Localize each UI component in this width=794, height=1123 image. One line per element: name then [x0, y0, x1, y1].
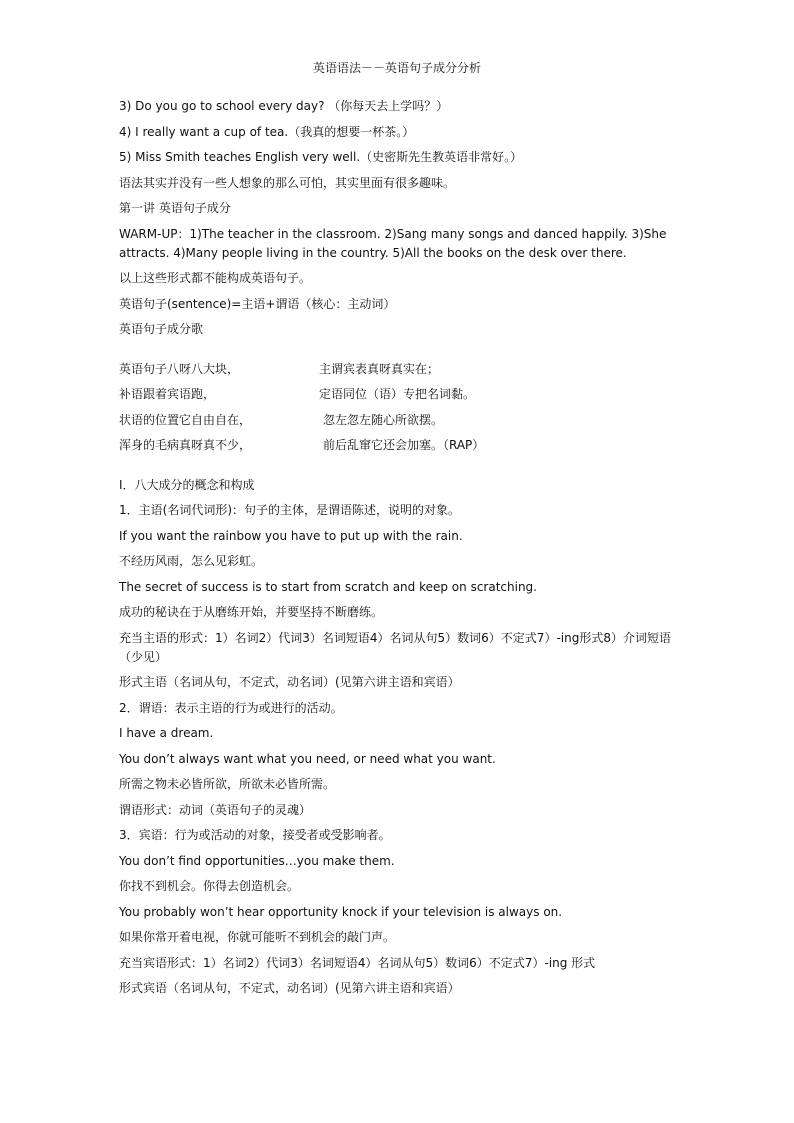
poem-line-right: 主谓宾表真呀真实在；: [319, 361, 440, 376]
example-translation: 所需之物未必皆所欲，所欲未必皆所需。: [119, 777, 336, 791]
spacer: [119, 462, 684, 476]
document-body: [119, 97, 684, 1005]
example-translation: 你找不到机会。你得去创造机会。: [119, 879, 300, 893]
poem-line-left: 补语跟着宾语跑，: [119, 387, 216, 401]
poem-row: [119, 436, 684, 455]
section-heading: I．八大成分的概念和构成: [119, 477, 255, 492]
poem-line-left: 英语句子八呀八大块，: [119, 361, 240, 376]
example-sentence: You probably won’t hear opportunity knock if your television is always on.: [119, 904, 563, 919]
document-title: 英语语法－－英语句子成分分析: [312, 61, 481, 75]
example-line-3: 3) Do you go to school every day? （你每天去上学吗？）: [119, 99, 449, 113]
formal-subject-note: 形式主语（名词从句，不定式，动名词）(见第六讲主语和宾语）: [119, 675, 460, 689]
object-forms: 充当宾语形式：1）名词2）代词3）名词短语4）名词从句5）数词6）不定式7）-ing 形式: [119, 955, 596, 970]
object-definition: 3．宾语：行为或活动的对象，接受者或受影响者。: [119, 828, 391, 842]
song-heading: 英语句子成分歌: [119, 322, 204, 336]
sentence-formula: 英语句子(sentence)=主语+谓语（核心：主动词）: [119, 296, 396, 311]
predicate-forms: 谓语形式：动词（英语句子的灵魂）: [119, 802, 312, 817]
example-line-4: 4) I really want a cup of tea.（我真的想要一杯茶。）: [119, 124, 415, 139]
example-translation: 不经历风雨，怎么见彩虹。: [119, 554, 264, 568]
example-translation: 成功的秘诀在于从磨练开始，并要坚持不断磨练。: [119, 605, 384, 619]
example-sentence: You don’t always want what you need, or need what you want.: [119, 751, 496, 766]
warm-up-note: 以上这些形式都不能构成英语句子。: [119, 271, 312, 285]
lecture-heading: 第一讲 英语句子成分: [119, 201, 231, 215]
warm-up-paragraph: WARM-UP：1)The teacher in the classroom. 2)Sang many songs and danced happily. 3)She attracts. 4)Many people living in the country. 5)All the books on the desk over there.: [119, 226, 667, 260]
poem-row: [119, 411, 684, 430]
example-translation: 如果你常开着电视，你就可能听不到机会的敲门声。: [119, 930, 396, 944]
poem-row: [119, 360, 684, 379]
example-sentence: The secret of success is to start from scratch and keep on scratching.: [119, 579, 537, 594]
example-sentence: You don’t find opportunities…you make them.: [119, 853, 395, 868]
poem-line-right: 前后乱窜它还会加塞。（RAP）: [323, 438, 485, 452]
predicate-definition: 2．谓语：表示主语的行为或进行的活动。: [119, 700, 343, 715]
poem-line-left: 浑身的毛病真呀真不少，: [119, 438, 252, 452]
example-sentence: If you want the rainbow you have to put up with the rain.: [119, 528, 463, 543]
spacer: [119, 346, 684, 360]
example-sentence: I have a dream.: [119, 726, 214, 740]
poem-line-right: 忽左忽左随心所欲摆。: [323, 412, 444, 427]
poem-row: [119, 385, 684, 404]
formal-object-note: 形式宾语（名词从句，不定式，动名词）(见第六讲主语和宾语）: [119, 981, 460, 995]
subject-definition: 1．主语(名词代词形)：句子的主体，是谓语陈述，说明的对象。: [119, 503, 461, 517]
poem-line-left: 状语的位置它自由自在，: [119, 412, 252, 427]
subject-forms: 充当主语的形式：1）名词2）代词3）名词短语4）名词从句5）数词6）不定式7）-ing形式8）介词短语（少见）: [119, 630, 671, 664]
example-line-5: 5) Miss Smith teaches English very well.（史密斯先生教英语非常好。）: [119, 150, 523, 164]
poem-line-right: 定语同位（语）专把名词黏。: [319, 387, 476, 401]
grammar-remark: 语法其实并没有一些人想象的那么可怕，其实里面有很多趣味。: [119, 175, 456, 190]
